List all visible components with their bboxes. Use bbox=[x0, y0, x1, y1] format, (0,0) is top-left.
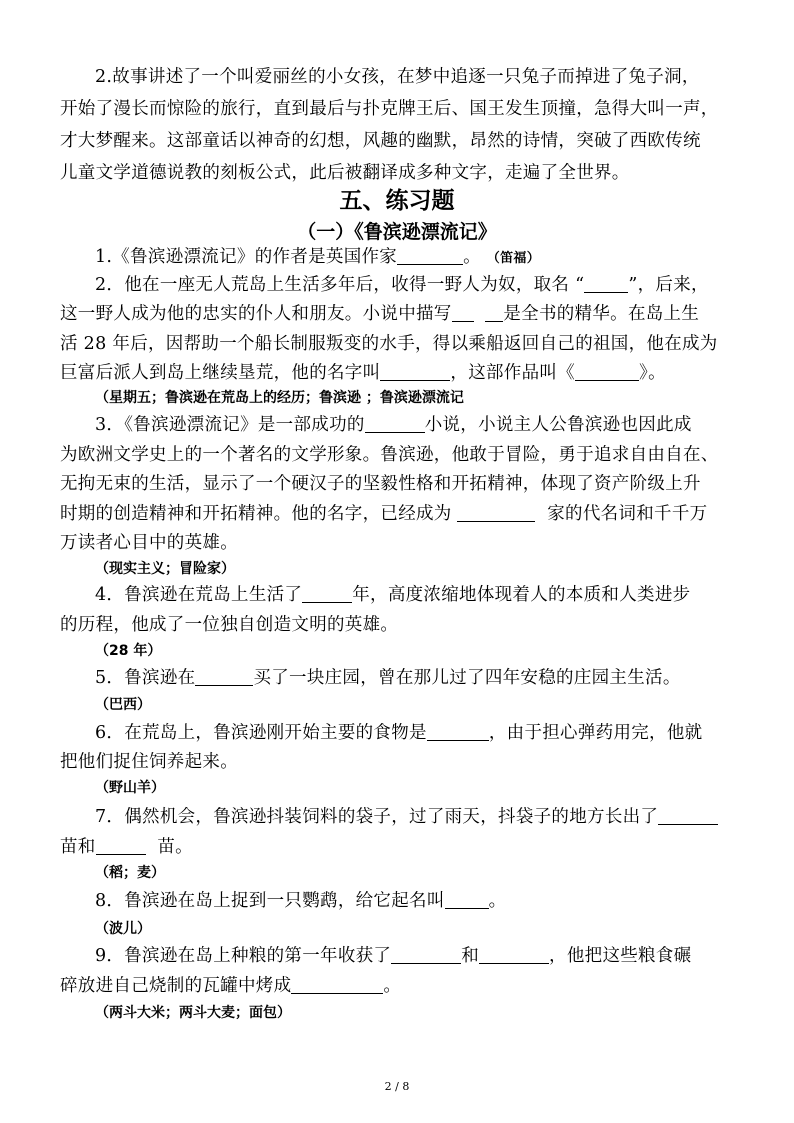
answer-key: （稻；麦） bbox=[95, 865, 165, 881]
question-3-line-5: 万读者心目中的英雄。 bbox=[60, 533, 238, 553]
intro-line-2: 开始了漫长而惊险的旅行，直到最后与扑克牌王后、国王发生顶撞，急得大叫一声， bbox=[60, 99, 719, 119]
section-title: 五、练习题 bbox=[339, 188, 455, 214]
answer-blank bbox=[427, 720, 489, 741]
question-3-line-2: 为欧洲文学史上的一个著名的文学形象。鲁滨逊，他敢于冒险，勇于追求自由自在、 bbox=[60, 445, 719, 465]
answer-key: （星期五；鲁滨逊在荒岛上的经历；鲁滨逊 ；鲁滨逊漂流记 bbox=[95, 390, 464, 406]
answer-blank bbox=[452, 301, 474, 322]
question-2-line-4 bbox=[60, 358, 750, 390]
question-3-line-4 bbox=[60, 499, 750, 531]
answer-blank bbox=[302, 582, 352, 603]
question-text: 8．鲁滨逊在岛上捉到一只鹦鹉，给它起名叫 bbox=[95, 891, 445, 911]
answer-blank bbox=[397, 244, 463, 265]
page-number: 2 / 8 bbox=[384, 1080, 410, 1093]
question-text: 7．偶然机会，鲁滨逊抖装饲料的袋子，过了雨天，抖袋子的地方长出了 bbox=[95, 807, 659, 827]
answer-key: （波儿） bbox=[95, 921, 151, 937]
question-text: 家的代名词和千千万 bbox=[547, 504, 708, 524]
question-text: 》。 bbox=[639, 363, 666, 383]
question-5 bbox=[60, 663, 785, 695]
answer-blank bbox=[485, 301, 503, 322]
intro-line-4: 儿童文学道德说教的刻板公式，此后被翻译成多种文字，走遍了全世界。 bbox=[60, 163, 630, 183]
question-text: ”，后来， bbox=[628, 275, 709, 295]
answer-key: （两斗大米；两斗大麦；面包） bbox=[95, 1005, 291, 1021]
question-text: 2．他在一座无人荒岛上生活多年后，收得一野人为奴，取名 “ bbox=[95, 275, 585, 295]
question-text: 9．鲁滨逊在岛上种粮的第一年收获了 bbox=[95, 946, 392, 966]
answer-blank bbox=[96, 834, 146, 855]
answer-key: （巴西） bbox=[95, 697, 151, 713]
answer-key: （笛福） bbox=[486, 251, 540, 266]
question-2-line-2 bbox=[60, 299, 750, 331]
question-text: 苗和 bbox=[60, 837, 96, 857]
question-text: 买了一块庄园，曾在那儿过了四年安稳的庄园主生活。 bbox=[253, 668, 681, 688]
question-6-line-2: 把他们捉住饲养起来。 bbox=[60, 752, 238, 772]
answer-blank bbox=[479, 943, 549, 964]
question-text: 1.《鲁滨逊漂流记》的作者是英国作家 bbox=[95, 247, 398, 267]
question-8 bbox=[60, 886, 785, 918]
question-text: 苗。 bbox=[157, 837, 193, 857]
answer-blank bbox=[365, 412, 425, 433]
answer-blank bbox=[457, 501, 535, 522]
question-text: 巨富后派人到岛上继续垦荒，他的名字叫 bbox=[60, 363, 381, 383]
question-text: 。 bbox=[488, 891, 507, 911]
question-3-line-1 bbox=[60, 410, 785, 442]
question-text: 3．《鲁滨逊漂流记》是一部成功的 bbox=[95, 415, 365, 435]
answer-blank bbox=[195, 665, 253, 686]
question-2-line-3: 活 28 年后，因帮助一个船长制服叛变的水手，得以乘船返回自己的祖国，他在成为 bbox=[60, 334, 718, 354]
question-text: ，这部作品叫《 bbox=[450, 363, 576, 383]
question-text: ，由于担心弹药用完，他就 bbox=[488, 723, 703, 743]
question-text: 年，高度浓缩地体现着人的本质和人类进步 bbox=[352, 585, 691, 605]
answer-blank bbox=[380, 360, 450, 381]
question-3-line-3: 无拘无束的生活，显示了一个硬汉子的坚毅性格和开拓精神，体现了资产阶级上升 bbox=[60, 474, 701, 494]
answer-blank bbox=[575, 360, 639, 381]
question-text: 。 bbox=[383, 976, 402, 996]
answer-key: （野山羊） bbox=[95, 780, 165, 796]
question-9-line-1 bbox=[60, 941, 785, 973]
question-text: 小说，小说主人公鲁滨逊也因此成 bbox=[424, 415, 692, 435]
question-text: ，他把这些粮食碾 bbox=[549, 946, 692, 966]
question-text: 时期的创造精神和开拓精神。他的名字，已经成为 bbox=[60, 504, 452, 524]
intro-line-1: 2.故事讲述了一个叫爱丽丝的小女孩，在梦中追逐一只兔子而掉进了兔子洞， bbox=[95, 67, 700, 87]
question-9-line-2 bbox=[60, 971, 750, 1003]
question-7-line-2 bbox=[60, 832, 750, 864]
question-4-line-1 bbox=[60, 580, 785, 612]
subsection-title: （一）《鲁滨逊漂流记》 bbox=[297, 221, 497, 243]
question-text: 4．鲁滨逊在荒岛上生活了 bbox=[95, 585, 303, 605]
answer-key: （现实主义；冒险家） bbox=[95, 561, 235, 577]
question-text: 这一野人成为他的忠实的仆人和朋友。小说中描写 bbox=[60, 304, 452, 324]
intro-line-3: 才大梦醒来。这部童话以神奇的幻想，风趣的幽默，昂然的诗情，突破了西欧传统 bbox=[60, 131, 701, 151]
question-text: 碎放进自己烧制的瓦罐中烤成 bbox=[60, 976, 292, 996]
question-text: 是全书的精华。在岛上生 bbox=[503, 304, 700, 324]
answer-blank bbox=[445, 888, 489, 909]
question-text: 6．在荒岛上，鲁滨逊刚开始主要的食物是 bbox=[95, 723, 427, 743]
answer-blank bbox=[658, 804, 718, 825]
question-4-line-2: 的历程，他成了一位独自创造文明的英雄。 bbox=[60, 615, 399, 635]
answer-blank bbox=[291, 973, 383, 994]
answer-blank bbox=[391, 943, 461, 964]
answer-key: （28 年） bbox=[95, 643, 162, 659]
question-6-line-1 bbox=[60, 718, 785, 750]
answer-blank bbox=[584, 272, 628, 293]
question-2-line-1 bbox=[60, 270, 785, 302]
question-7-line-1 bbox=[60, 802, 794, 834]
question-text: 。 bbox=[463, 247, 481, 267]
question-text: 5．鲁滨逊在 bbox=[95, 668, 196, 688]
question-text: 和 bbox=[461, 946, 480, 966]
